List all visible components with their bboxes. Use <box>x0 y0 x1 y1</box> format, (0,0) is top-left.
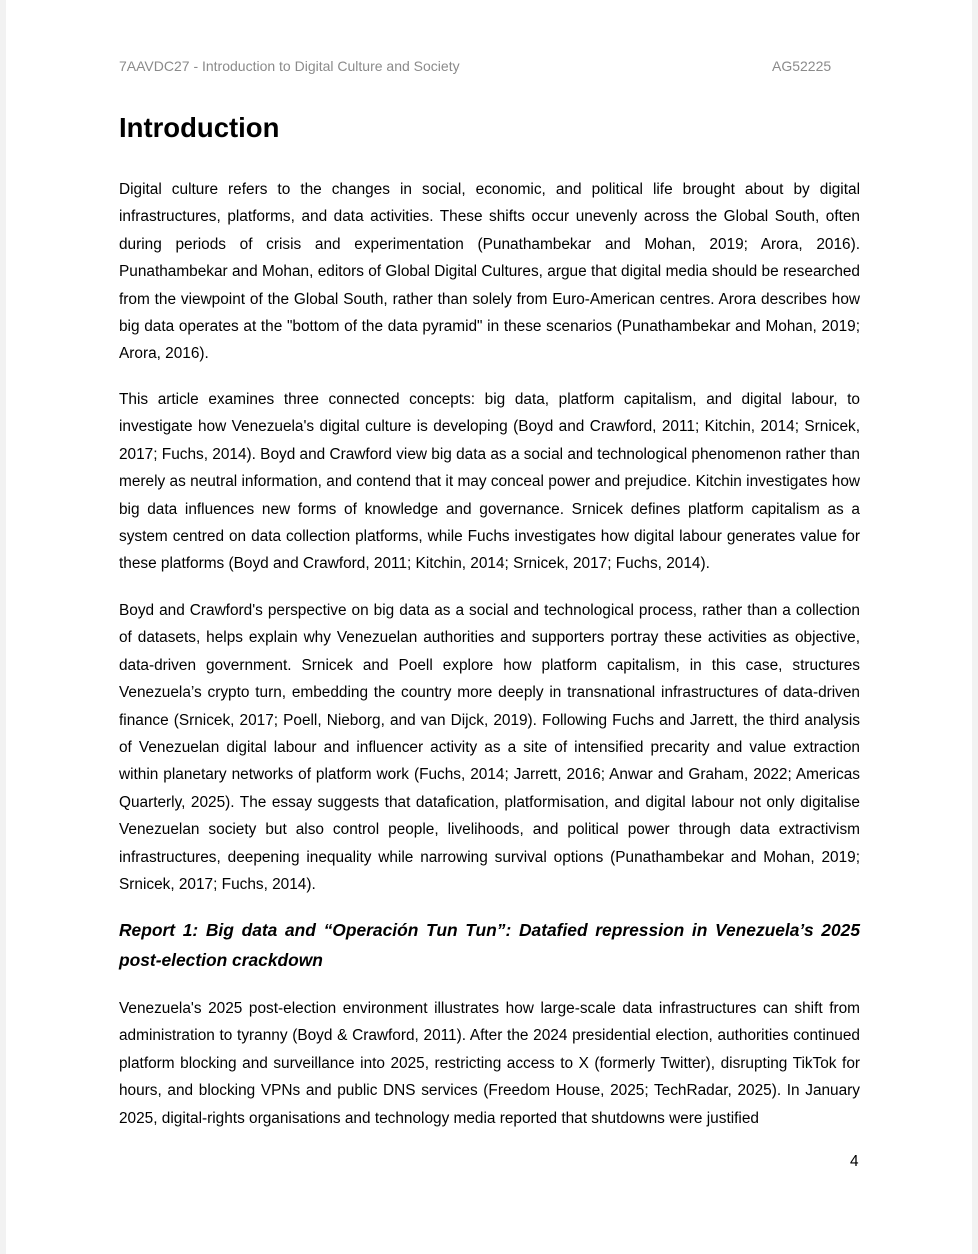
header-student-id: AG52225 <box>772 58 832 74</box>
intro-paragraph-3: Boyd and Crawford's perspective on big data as a social and technological process, rather than a collection of datasets, helps explain why Venezuelan authorities and supporters portray these activities as objective, data-driven government. Srnicek and Poell explore how platform capitalism, in this case, structures Venezuela’s crypto turn, embedding the country more deeply in transnational infrastructures of data-driven finance (Srnicek, 2017; Poell, Nieborg, and van Dijck, 2019). Following Fuchs and Jarrett, the third analysis of Venezuelan digital labour and influencer activity as a site of intensified precarity and value extraction within planetary networks of platform work (Fuchs, 2014; Jarrett, 2016; Anwar and Graham, 2022; Americas Quarterly, 2025). The essay suggests that datafication, platformisation, and digital labour not only digitalise Venezuelan society but also control people, livelihoods, and political power through data extractivism infrastructures, deepening inequality while narrowing survival options (Punathambekar and Mohan, 2019; Srnicek, 2017; Fuchs, 2014). <box>119 602 860 894</box>
intro-paragraph-2: This article examines three connected concepts: big data, platform capitalism, and digital labour, to investigate how Venezuela's digital culture is developing (Boyd and Crawford, 2011; Kitchin, 2014; Srnicek, 2017; Fuchs, 2014). Boyd and Crawford view big data as a social and technological phenomenon rather than merely as neutral information, and contend that it may conceal power and prejudice. Kitchin investigates how big data influences new forms of knowledge and governance. Srnicek defines platform capitalism as a system centred on data collection platforms, while Fuchs investigates how digital labour generates value for these platforms (Boyd and Crawford, 2011; Kitchin, 2014; Srnicek, 2017; Fuchs, 2014). <box>119 391 860 573</box>
report-heading: Report 1: Big data and “Operación Tun Tun”: Datafied repression in Venezuela’s 2025 post-election crackdown <box>119 920 860 970</box>
report-paragraph: Venezuela's 2025 post-election environment illustrates how large-scale data infrastructures can shift from administration to tyranny (Boyd & Crawford, 2011). After the 2024 presidential election, authorities continued platform blocking and surveillance into 2025, restricting access to X (formerly Twitter), disrupting TikTok for hours, and blocking VPNs and public DNS services (Freedom House, 2025; TechRadar, 2025). In January 2025, digital-rights organisations and technology media reported that shutdowns were justified <box>119 1000 860 1127</box>
intro-paragraph-1: Digital culture refers to the changes in social, economic, and political life brought about by digital infrastructures, platforms, and data activities. These shifts occur unevenly across the Global South, often during periods of crisis and experimentation (Punathambekar and Mohan, 2019; Arora, 2016). Punathambekar and Mohan, editors of Global Digital Cultures, argue that digital media should be researched from the viewpoint of the Global South, rather than solely from Euro-American centres. Arora describes how big data operates at the "bottom of the data pyramid" in these scenarios (Punathambekar and Mohan, 2019; Arora, 2016). <box>119 181 860 363</box>
document-page <box>6 0 972 1254</box>
section-title: Introduction <box>119 112 280 143</box>
header-course-title: 7AAVDC27 - Introduction to Digital Culture and Society <box>119 58 460 74</box>
page-number: 4 <box>850 1153 859 1170</box>
